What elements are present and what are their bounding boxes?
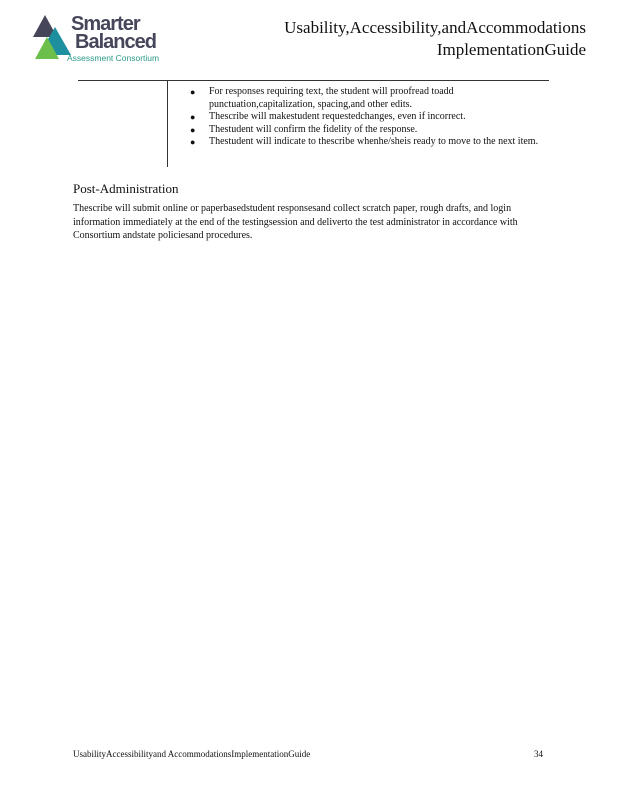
bullet-item: ● Thestudent will indicate to thescribe whenhe/sheis ready to move to the next item. [190, 136, 546, 149]
document-title-line2: ImplementationGuide [436, 40, 586, 59]
logo-word-balanced: Balanced [75, 31, 156, 53]
smarter-balanced-logo [33, 10, 183, 66]
section-paragraph: Thescribe will submit online or paperbasedstudent responsesand collect scratch paper, rough drafts, and login information immediately at the end of the testingsession and deliverto the test administrator in accordance with Consortium andstate policiesand procedures. [73, 203, 518, 241]
bullet-item: ● For responses requiring text, the student will proofread toadd punctuation,capitalization, spacing,and other edits. [190, 86, 546, 111]
footer-document-title: UsabilityAccessibilityand AccommodationsImplementationGuide [73, 749, 311, 759]
bullet-item: ● Thescribe will makestudent requestedchanges, even if incorrect. [190, 111, 546, 124]
table-column-divider [167, 80, 168, 167]
procedure-bullet-list [190, 86, 546, 149]
logo-subtitle: Assessment Consortium [67, 53, 160, 63]
document-title [284, 17, 586, 61]
table-top-border [78, 80, 549, 81]
document-title-line1: Usability,Accessibility,andAccommodations [284, 18, 586, 37]
section-heading: Post-Administration [73, 181, 179, 196]
bullet-item: ● Thestudent will confirm the fidelity of the response. [190, 124, 546, 137]
logo-word-smarter: Smarter [71, 13, 140, 35]
page-number: 34 [534, 749, 543, 759]
